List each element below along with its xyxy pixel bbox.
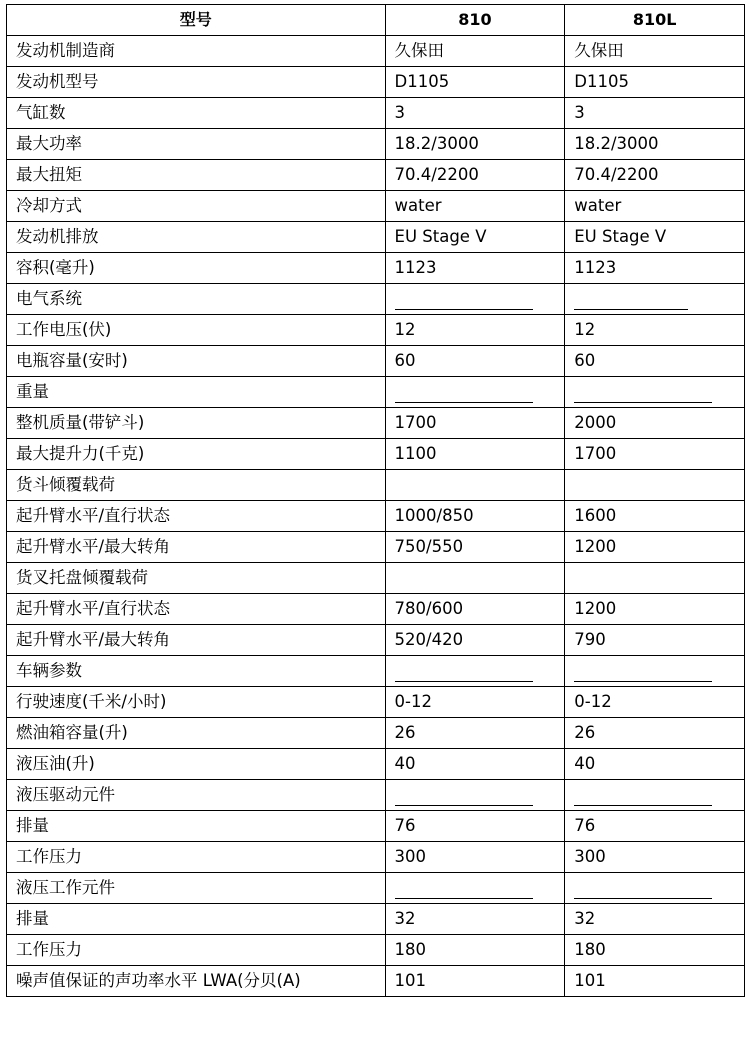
table-row [7, 625, 745, 656]
value-810l-cell: 76 [565, 811, 745, 842]
row-label-cell: 发动机排放 [7, 222, 386, 253]
table-row [7, 408, 745, 439]
row-label-cell: 起升臂水平/最大转角 [7, 532, 386, 563]
row-label-cell: 行驶速度(千米/小时) [7, 687, 386, 718]
value-810l-cell [565, 563, 745, 594]
value-810-cell: 520/420 [385, 625, 565, 656]
row-label-cell: 液压工作元件 [7, 873, 386, 904]
value-810l-cell: EU Stage V [565, 222, 745, 253]
table-row [7, 966, 745, 997]
value-810-cell: 300 [385, 842, 565, 873]
value-810-cell: 750/550 [385, 532, 565, 563]
row-label-cell: 货叉托盘倾覆载荷 [7, 563, 386, 594]
blank-underline [574, 804, 712, 806]
table-row [7, 470, 745, 501]
value-810l-cell: 1600 [565, 501, 745, 532]
value-810l-cell: 300 [565, 842, 745, 873]
table-body [7, 36, 745, 997]
table-row [7, 284, 745, 315]
value-810l-cell: 3 [565, 98, 745, 129]
value-810l-cell: 1200 [565, 594, 745, 625]
row-label-cell: 起升臂水平/直行状态 [7, 501, 386, 532]
table-row [7, 749, 745, 780]
row-label-cell: 起升臂水平/直行状态 [7, 594, 386, 625]
blank-underline [395, 804, 533, 806]
row-label-cell: 电瓶容量(安时) [7, 346, 386, 377]
header-label-cell: 型号 [7, 5, 386, 36]
value-810-cell: 26 [385, 718, 565, 749]
row-label-cell: 排量 [7, 904, 386, 935]
row-label-cell: 液压油(升) [7, 749, 386, 780]
value-810-cell [385, 377, 565, 408]
value-810-cell: EU Stage V [385, 222, 565, 253]
value-810-cell: water [385, 191, 565, 222]
row-label-cell: 最大扭矩 [7, 160, 386, 191]
value-810l-cell: 26 [565, 718, 745, 749]
value-810l-cell: 790 [565, 625, 745, 656]
row-label-cell: 电气系统 [7, 284, 386, 315]
table-row [7, 129, 745, 160]
row-label-cell: 容积(毫升) [7, 253, 386, 284]
row-label-cell: 冷却方式 [7, 191, 386, 222]
row-label-cell: 最大功率 [7, 129, 386, 160]
table-row [7, 687, 745, 718]
value-810l-cell: 2000 [565, 408, 745, 439]
row-label-cell: 货斗倾覆载荷 [7, 470, 386, 501]
table-row [7, 594, 745, 625]
table-row [7, 780, 745, 811]
value-810-cell: 780/600 [385, 594, 565, 625]
table-row [7, 439, 745, 470]
row-label-cell: 工作电压(伏) [7, 315, 386, 346]
value-810-cell: 3 [385, 98, 565, 129]
table-row [7, 191, 745, 222]
value-810l-cell: 1700 [565, 439, 745, 470]
value-810-cell: 1700 [385, 408, 565, 439]
blank-underline [395, 680, 533, 682]
table-row [7, 253, 745, 284]
value-810l-cell: 18.2/3000 [565, 129, 745, 160]
value-810l-cell: 101 [565, 966, 745, 997]
value-810l-cell: 70.4/2200 [565, 160, 745, 191]
table-row [7, 98, 745, 129]
value-810-cell [385, 780, 565, 811]
table-row [7, 532, 745, 563]
row-label-cell: 排量 [7, 811, 386, 842]
value-810l-cell: 0-12 [565, 687, 745, 718]
value-810l-cell [565, 656, 745, 687]
table-row [7, 718, 745, 749]
value-810l-cell [565, 470, 745, 501]
value-810-cell: 1000/850 [385, 501, 565, 532]
row-label-cell: 起升臂水平/最大转角 [7, 625, 386, 656]
value-810-cell: 18.2/3000 [385, 129, 565, 160]
value-810-cell: 12 [385, 315, 565, 346]
value-810-cell: 40 [385, 749, 565, 780]
value-810l-cell: 180 [565, 935, 745, 966]
blank-underline [574, 897, 712, 899]
row-label-cell: 噪声值保证的声功率水平 LWA(分贝(A) [7, 966, 386, 997]
value-810-cell: 1100 [385, 439, 565, 470]
value-810-cell [385, 470, 565, 501]
value-810-cell: 180 [385, 935, 565, 966]
value-810l-cell [565, 284, 745, 315]
table-row [7, 501, 745, 532]
blank-underline [395, 897, 533, 899]
value-810-cell [385, 873, 565, 904]
table-row [7, 222, 745, 253]
table-header [7, 5, 745, 36]
header-row [7, 5, 745, 36]
table-row [7, 811, 745, 842]
row-label-cell: 整机质量(带铲斗) [7, 408, 386, 439]
table-row [7, 842, 745, 873]
header-model-810-cell: 810 [385, 5, 565, 36]
spec-table [6, 4, 745, 997]
blank-underline [574, 680, 712, 682]
value-810-cell: 101 [385, 966, 565, 997]
table-row [7, 904, 745, 935]
value-810l-cell: 久保田 [565, 36, 745, 67]
header-model-810l-cell: 810L [565, 5, 745, 36]
table-row [7, 656, 745, 687]
row-label-cell: 发动机型号 [7, 67, 386, 98]
blank-underline [574, 308, 688, 310]
table-row [7, 935, 745, 966]
value-810-cell [385, 563, 565, 594]
value-810l-cell: 12 [565, 315, 745, 346]
table-row [7, 36, 745, 67]
value-810-cell: 1123 [385, 253, 565, 284]
value-810l-cell: 32 [565, 904, 745, 935]
table-row [7, 160, 745, 191]
value-810-cell: 76 [385, 811, 565, 842]
row-label-cell: 气缸数 [7, 98, 386, 129]
value-810l-cell: 1123 [565, 253, 745, 284]
value-810-cell [385, 656, 565, 687]
row-label-cell: 工作压力 [7, 935, 386, 966]
table-row [7, 377, 745, 408]
table-row [7, 346, 745, 377]
blank-underline [395, 308, 533, 310]
row-label-cell: 工作压力 [7, 842, 386, 873]
value-810l-cell [565, 377, 745, 408]
value-810-cell: 久保田 [385, 36, 565, 67]
value-810-cell: D1105 [385, 67, 565, 98]
value-810l-cell [565, 873, 745, 904]
table-row [7, 67, 745, 98]
table-row [7, 315, 745, 346]
table-row [7, 873, 745, 904]
value-810-cell: 32 [385, 904, 565, 935]
table-row [7, 563, 745, 594]
value-810l-cell: 40 [565, 749, 745, 780]
value-810-cell: 0-12 [385, 687, 565, 718]
row-label-cell: 发动机制造商 [7, 36, 386, 67]
blank-underline [574, 401, 712, 403]
row-label-cell: 燃油箱容量(升) [7, 718, 386, 749]
value-810l-cell [565, 780, 745, 811]
value-810l-cell: water [565, 191, 745, 222]
row-label-cell: 液压驱动元件 [7, 780, 386, 811]
value-810l-cell: 1200 [565, 532, 745, 563]
value-810l-cell: D1105 [565, 67, 745, 98]
row-label-cell: 重量 [7, 377, 386, 408]
row-label-cell: 最大提升力(千克) [7, 439, 386, 470]
value-810l-cell: 60 [565, 346, 745, 377]
blank-underline [395, 401, 533, 403]
value-810-cell: 60 [385, 346, 565, 377]
value-810-cell [385, 284, 565, 315]
value-810-cell: 70.4/2200 [385, 160, 565, 191]
row-label-cell: 车辆参数 [7, 656, 386, 687]
